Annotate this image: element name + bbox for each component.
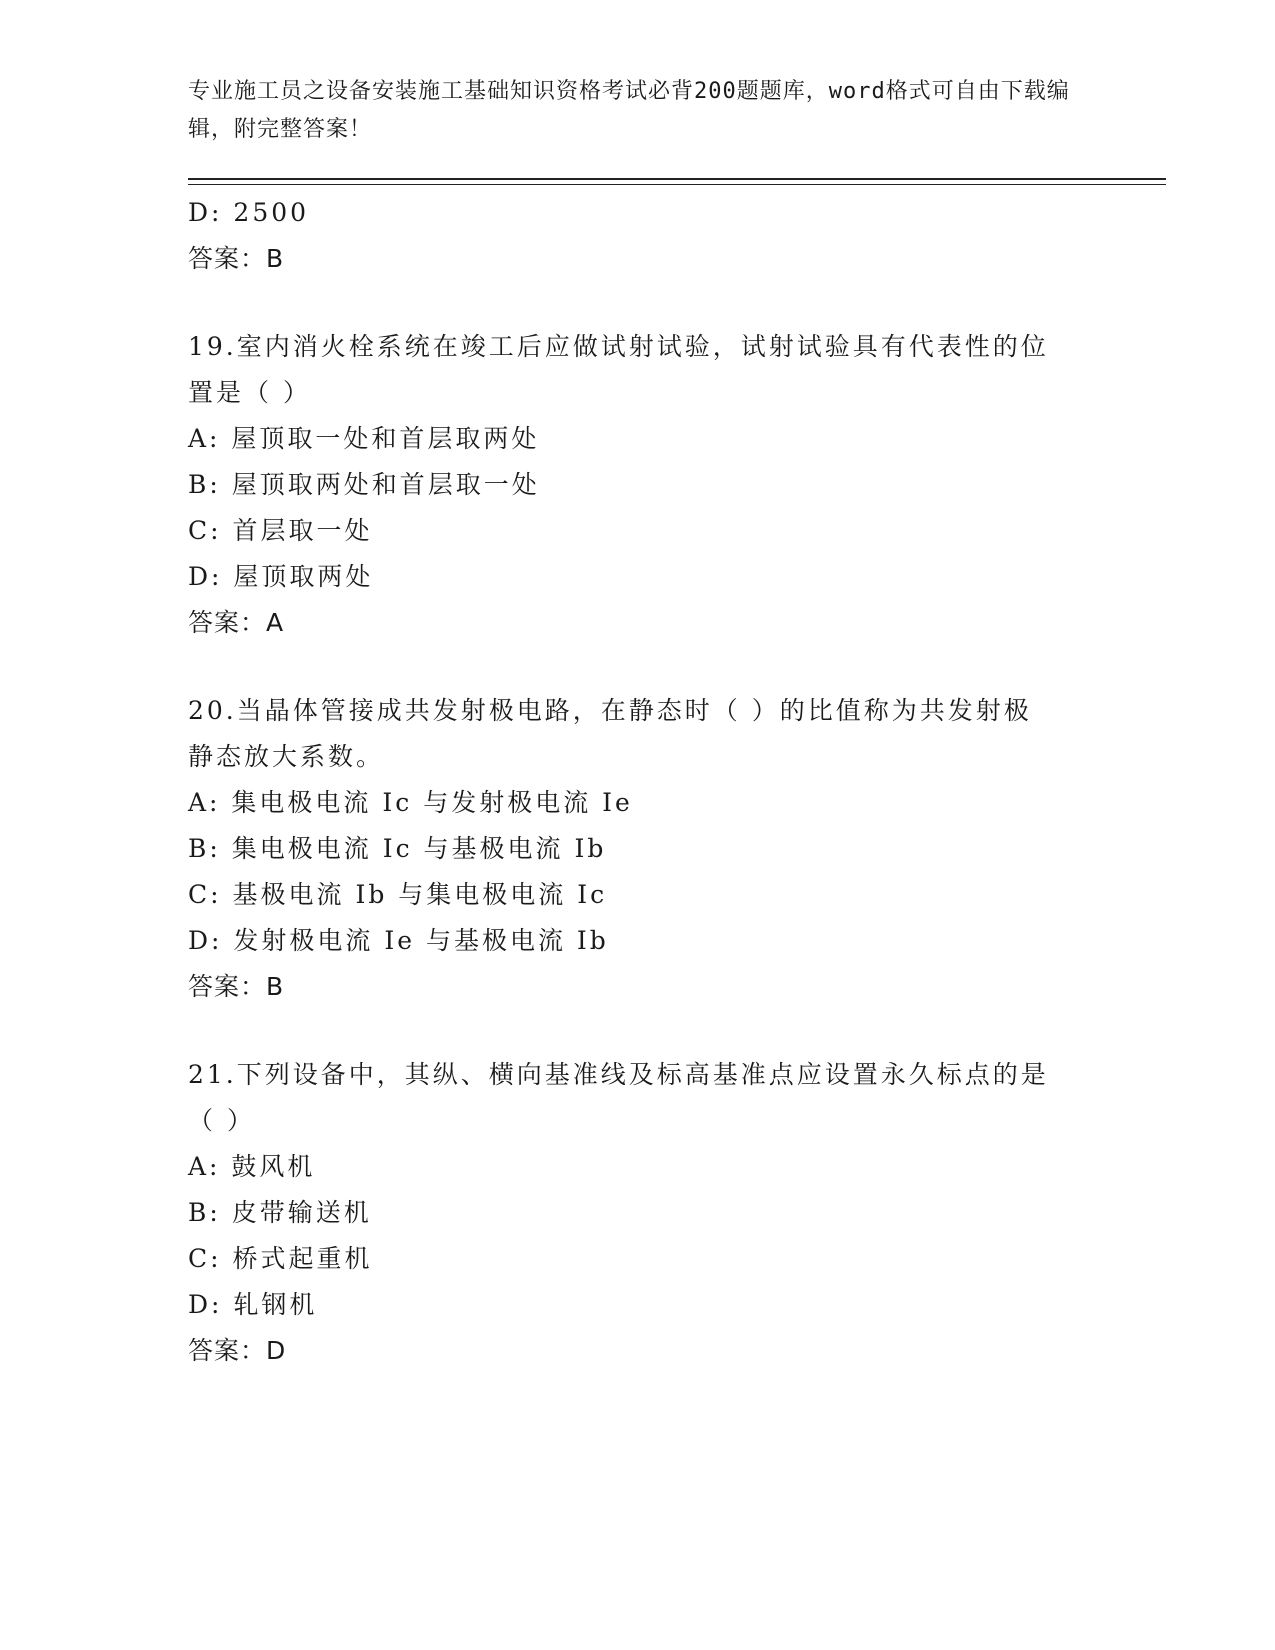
option-b: B: 屋顶取两处和首层取一处 — [188, 470, 540, 499]
question-stem-continued: 静态放大系数。 — [188, 742, 385, 771]
answer: 答案：D — [188, 1336, 287, 1365]
question-stem: 20.当晶体管接成共发射极电路，在静态时（ ）的比值称为共发射极 — [188, 696, 1032, 725]
spacer — [188, 646, 1088, 688]
header-rule-thin — [188, 184, 1166, 185]
option-b: B: 皮带输送机 — [188, 1198, 372, 1227]
option-a: A: 鼓风机 — [188, 1152, 316, 1181]
page-header: 专业施工员之设备安装施工基础知识资格考试必背200题题库，word格式可自由下载编辑，附完整答案！ — [188, 79, 1070, 142]
option-c: C: 桥式起重机 — [188, 1244, 373, 1273]
question-20 — [188, 688, 1088, 1010]
option-a: A: 屋顶取一处和首层取两处 — [188, 424, 540, 453]
option-d: D: 发射极电流 Ie 与基极电流 Ib — [188, 926, 609, 955]
option-b: B: 集电极电流 Ic 与基极电流 Ib — [188, 834, 607, 863]
prev-answer: 答案：B — [188, 244, 285, 273]
header-rule-thick — [188, 178, 1166, 180]
question-stem: 21.下列设备中，其纵、横向基准线及标高基准点应设置永久标点的是 — [188, 1060, 1049, 1089]
answer: 答案：B — [188, 972, 285, 1001]
option-d: D: 屋顶取两处 — [188, 562, 374, 591]
spacer — [188, 1010, 1088, 1052]
document-body — [188, 190, 1088, 1374]
option-c: C: 首层取一处 — [188, 516, 373, 545]
answer: 答案：A — [188, 608, 285, 637]
question-stem-continued: 置是（ ） — [188, 378, 311, 407]
option-a: A: 集电极电流 Ic 与发射极电流 Ie — [188, 788, 633, 817]
question-21 — [188, 1052, 1088, 1374]
question-19 — [188, 324, 1088, 646]
question-stem-continued: （ ） — [188, 1106, 255, 1135]
question-stem: 19.室内消火栓系统在竣工后应做试射试验，试射试验具有代表性的位 — [188, 332, 1049, 361]
option-c: C: 基极电流 Ib 与集电极电流 Ic — [188, 880, 608, 909]
prev-option-d: D: 2500 — [188, 198, 310, 227]
spacer — [188, 282, 1088, 324]
option-d: D: 轧钢机 — [188, 1290, 318, 1319]
